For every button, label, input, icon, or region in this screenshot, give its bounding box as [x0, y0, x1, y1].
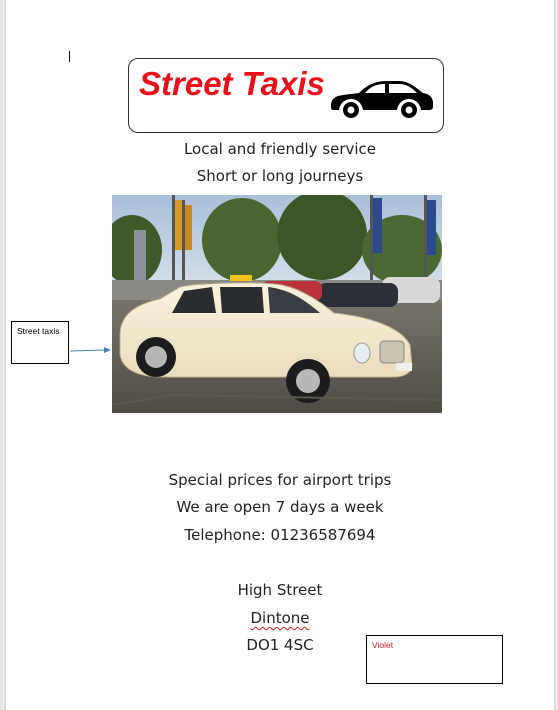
- logo-title: Street Taxis: [139, 65, 325, 102]
- callout-text: Street taxis: [17, 326, 60, 336]
- text-cursor: [69, 51, 70, 62]
- address-town-row: [6, 609, 554, 627]
- callout-arrow: [70, 345, 112, 357]
- tagline-service: Local and friendly service: [183, 140, 377, 158]
- address-street: High Street: [237, 581, 323, 599]
- airport-prices-line: Special prices for airport trips: [168, 471, 392, 489]
- tagline-journeys: Short or long journeys: [196, 167, 364, 185]
- address-postcode: DO1 4SC: [246, 636, 314, 654]
- document-page[interactable]: [6, 0, 554, 710]
- violet-text-box[interactable]: [366, 635, 503, 684]
- car-icon: [329, 75, 435, 119]
- taxi-photo[interactable]: [112, 195, 442, 413]
- logo-banner[interactable]: [128, 58, 444, 133]
- street-taxis-callout[interactable]: [11, 321, 69, 364]
- violet-label: Violet: [372, 640, 394, 650]
- telephone-line: Telephone: 01236587694: [184, 526, 376, 544]
- address-town: Dintone: [250, 609, 310, 627]
- open-days-line: We are open 7 days a week: [176, 498, 384, 516]
